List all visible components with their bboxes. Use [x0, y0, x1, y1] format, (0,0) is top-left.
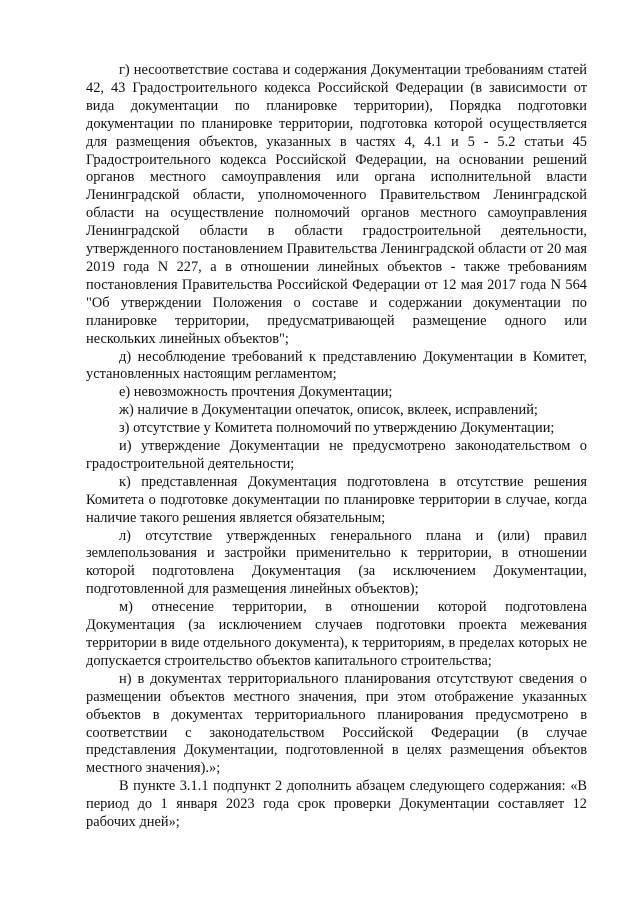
paragraph-z: з) отсутствие у Комитета полномочий по утверждению Документации; [119, 420, 555, 437]
paragraph-m: м) отнесение территории, в отношении которой подготовлена Документация (за исключением случаев подготовки проекта межевания территории в виде отдельного документа), к территориям, в пределах которых не допускается строительство объектов капитального строительства; [86, 599, 587, 669]
paragraph-g: г) несоответствие состава и содержания Документации требованиям статей 42, 43 Градостроительного кодекса Российской Федерации (в зависимости от вида документации по планировке территории), Порядка подготовки документации по планировке территории, подготовка которой осуществляется для размещения объектов, указанных в частях 4, 4.1 и 5 - 5.2 статьи 45 Градостроительного кодекса Российской Федерации, на основании решений органов местного самоуправления или органа исполнительной власти Ленинградской области, уполномоченного Правительством Ленинградской области на осуществление полномочий органов местного самоуправления Ленинградской области в области градостроительной деятельности, утвержденного постановлением Правительства Ленинградской области от 20 мая 2019 года N 227, а в отношении линейных объектов - также требованиям постановления Правительства Российской Федерации от 12 мая 2017 года N 564 "Об утверждении Положения о составе и содержании документации по планировке территории, предусматривающей размещение одного или нескольких линейных объектов"; [86, 62, 587, 347]
paragraph-e: е) невозможность прочтения Документации; [119, 384, 393, 401]
paragraph-i: и) утверждение Документации не предусмотрено законодательством о градостроительной деятельности; [86, 438, 587, 472]
paragraph-d: д) несоблюдение требований к представлению Документации в Комитет, установленных настоящим регламентом; [86, 348, 587, 383]
paragraph-n: н) в документах территориального планирования отсутствуют сведения о размещении объектов местного значения, при этом отображение указанных объектов в документах территориального планирования предусмотрено в соответствии с законодательством Российской Федерации (в случае представления Документации, подготовленной в целях размещения объектов местного значения).»; [86, 670, 587, 777]
paragraph-zh: ж) наличие в Документации опечаток, описок, вклеек, исправлений; [119, 402, 538, 419]
paragraph-k: к) представленная Документация подготовлена в отсутствие решения Комитета о подготовке документации по планировке территории в случае, когда наличие такого решения является обязательным; [86, 473, 587, 526]
paragraph-l: л) отсутствие утвержденных генерального плана и (или) правил землепользования и застройки применительно к территории, в отношении которой подготовлена Документация (за исключением Документации, подготовленной для размещения линейных объектов); [86, 527, 587, 598]
paragraph-amendment: В пункте 3.1.1 подпункт 2 дополнить абзацем следующего содержания: «В период до 1 января 2023 года срок проверки Документации составляет 12 рабочих дней»; [86, 778, 587, 831]
